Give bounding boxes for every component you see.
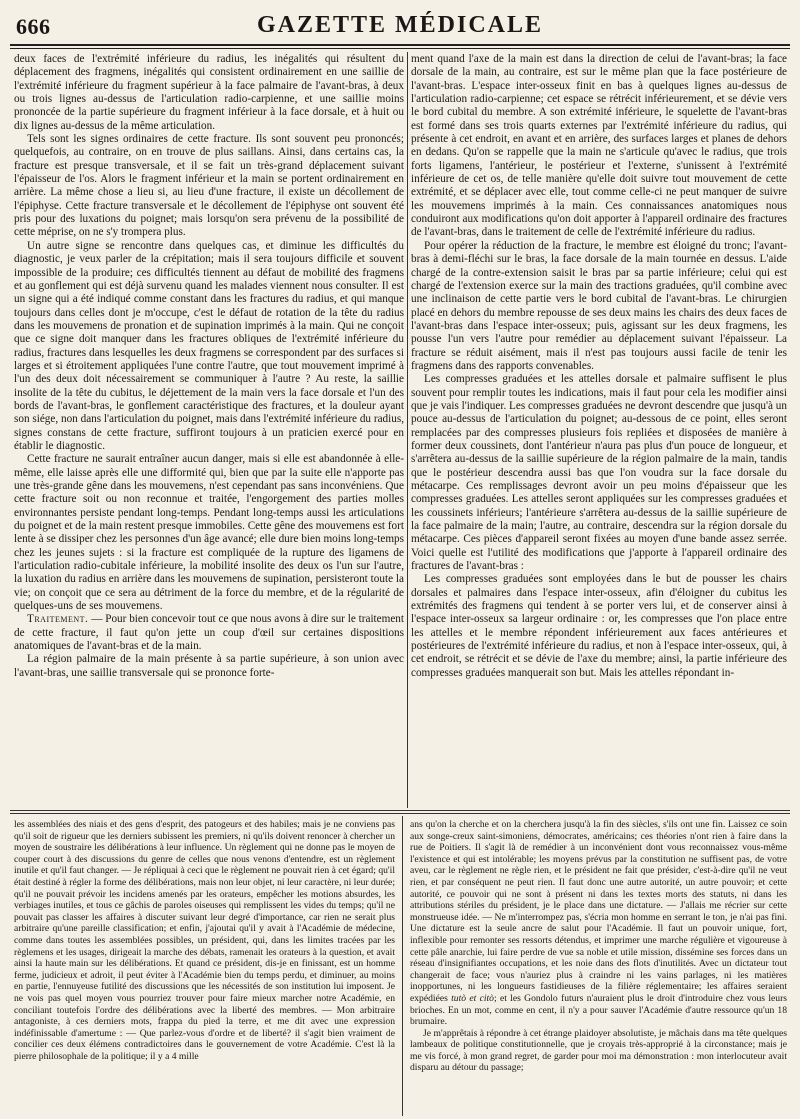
paragraph: Un autre signe se rencontre dans quelques cas, et diminue les difficultés du diagnostic, je veux parler de la crépitation; mais il sera toujours difficile et souvent impossible de la produire; ces difficultés tiennent au défaut de mobilité des fragmens et au gonflement qui est déjà survenu quand les malades viennent nous consulter. Il est un signe qui a été indiqué comme constant dans les fractures du radius, et qui manque toujours dans celles dont je m'occupe, c'est le défaut de rotation de la tête du radius dans les mouvemens de pronation et de supination imprimés à la main. Qui ne conçoit que ce signe doit manquer dans les fractures obliques de l'extrémité inférieure du radius, fractures dans lesquelles les deux fragmens se correspondent par des surfaces si larges et si étroitement appliquées l'une contre l'autre, que tout mouvement imprimé à l'un des deux doit nécessairement se communiquer à l'autre ? Au reste, la saillie insolite de la tête du cubitus, le déjettement de la main vers la face dorsale et l'un des bords de l'avant-bras, le gonflement caractéristique des fractures, et la douleur ayant son siége, non dans l'articulation du poignet, mais dans l'extrémité inférieure du radius, signes constans de cette fracture, suffiront toujours à un praticien exercé pour en établir le diagnostic.: [14, 239, 404, 452]
page-header: [0, 10, 800, 44]
header-rule-thin: [10, 48, 790, 49]
feuilleton-rule-thin: [10, 813, 790, 814]
paragraph: Cette fracture ne saurait entraîner aucun danger, mais si elle est abandonnée à elle-même, elle laisse après elle une difformité qui, bien que par la suite elle n'apporte pas une très-grande gêne dans les mouvemens, n'est cependant pas sans inconvéniens. Que cette fracture soit ou non reconnue et traitée, l'engorgement des parties molles environnantes persiste pendant long-temps. Pendant long-temps aussi les articulations du poignet et de la main restent presque immobiles. Cette gêne des mouvemens est fort lente à se dissiper chez les personnes d'un âge avancé; elle dure bien moins long-temps chez les jeunes sujets : si la fracture est compliquée de la rupture des ligamens de l'articulation radio-cubitale inférieure, la mobilité insolite des deux os l'un sur l'autre, la luxation du radius en arrière dans les mouvemens de supination, persisteront toute la vie; on conçoit que ce sera au détriment de la force du membre, et de la régularité de quelques-uns de ses mouvemens.: [14, 453, 404, 613]
paragraph: La région palmaire de la main présente à sa partie supérieure, à son union avec l'avant-bras, une saillie transversale qui se prononce forte-: [14, 653, 404, 679]
paragraph: ment quand l'axe de la main est dans la direction de celui de l'avant-bras; la face dorsale de la main, au contraire, est sur le même plan que la face postérieure de l'avant-bras. L'espace inter-osseux finit en bas à quelques lignes au-dessus de l'articulation radio-carpienne; cet espace se rétrécit inférieurement, et se dévie vers le bord cubital du membre. A son extrémité inférieure, le squelette de l'avant-bras est formé dans ses trois quarts externes par l'extrémité inférieure du radius, qui présente à cet endroit, en avant et en arrière, des surfaces larges et planes de dehors en dedans. Qu'on se rappelle que la main ne s'articule qu'avec le radius, que trois forts ligamens, l'antérieur, le postérieur et l'externe, s'unissent à l'extrémité inférieure de cet os, de telle manière qu'elle doit suivre tout mouvement de cette extrémité, et se déplacer avec elle, tout comme celle-ci ne peut manquer de suivre les mouvemens imprimés à la main. Ces connaissances anatomiques nous conduiront aux modifications qu'on doit apporter à l'appareil ordinaire des fractures de l'avant-bras, dans le traitement de celle de l'extrémité inférieure du radius.: [411, 53, 787, 239]
paragraph: deux faces de l'extrémité inférieure du radius, les inégalités qui résultent du déplacement des fragmens, inégalités qui consistent ordinairement en une saillie de l'extrémité inférieure du fragment supérieur à la face palmaire de l'avant-bras, à deux ou trois lignes au-dessus de l'articulation radio-carpienne, et une saillie moins prononcée de la partie supérieure du fragment inférieur à la face dorsale, et à huit ou dix lignes au-dessus de la même articulation.: [14, 53, 404, 132]
paragraph: Je m'apprêtais à répondre à cet étrange plaidoyer absolutiste, je mâchais dans ma tête quelques lambeaux de politique constitutionnelle, que je croyais très-approprié à la circonstance; mais je me vis forcé, à mon grand regret, de garder pour moi ma démonstration : mon interlocuteur avait disparu au détour du passage;: [410, 1027, 787, 1074]
header-rule: [10, 44, 790, 46]
feuilleton-column-right: [410, 819, 787, 1115]
paragraph-traitement: [14, 613, 404, 653]
paragraph-text: ans qu'on la cherche et on la cherchera jusqu'à la fin des siècles, s'ils ont une fin. Laissez ce soin aux songe-creux saint-simoniens, démocrates, américains; ces théories n'ont rien à faire dans la rue de Poitiers. Il s'agit là de remédier à un inconvénient dont vous reconnaissez vous-même l'existence et qui est intolérable; les moyens prévus par la constitution ne suffisent pas, de votre aveu, car le règlement ne règle rien, et le président ne fait que présider, c'est-à-dire qu'il ne veut rien, et par conséquent ne peut rien. Il faut donc une autre autorité, un autre pouvoir; et cette autorité, ce pouvoir qui ne sont à présent ni dans les textes morts des statuts, ni dans les attributions stériles du président, je le place dans une dictature. — J'allais me récrier sur cette monstrueuse idée. — Ne m'interrompez pas, s'écria mon homme en serrant le ton, je n'ai pas fini. Une dictature est la seule ancre de salut pour l'Académie. Il faut un pouvoir unique, fort, inflexible pour remonter ses ressorts détendus, et imprimer une marche régulière et vigoureuse à cette pâle anarchie, lui faire perdre de vue sa noble et utile mission, dissémine ses forces dans un réseau d'insignifiantes occupations, et les noie dans des flots d'inutilités. Avec un dictateur tout changerait de face; vous n'auriez plus à craindre ni les vains parlages, ni les matières inopportunes, ni les longueurs fastidieuses de la filière réglementaire; les affaires seraient expédiées: [410, 819, 787, 1004]
feuilleton-column-left: [14, 819, 395, 1115]
journal-title: GAZETTE MÉDICALE: [256, 12, 544, 38]
paragraph: Les compresses graduées et les attelles dorsale et palmaire suffisent le plus souvent pour remplir toutes les indications, mais il faut pour cela les modifier ainsi que je vais l'indiquer. Les compresses graduées ne devront descendre que jusqu'à un pouce au-dessus de l'articulation du poignet; au-dessous de ce point, elles seront remplacées par des compresses plusieurs fois repliées et disposées de manière à former deux coussinets, dont l'antérieur n'aura pas plus d'un pouce de longueur, et s'arrêtera au-dessus de la saillie supérieure de la région palmaire de la main, tandis que le postérieur descendra aussi bas que l'on voudra sur la face dorsale du métacarpe. Ces remplissages devront avoir un peu moins d'épaisseur que les compresses graduées. Les attelles seront appliquées sur les compresses graduées et les coussinets inférieurs; l'antérieure s'arrêtera au-dessus de la saillie supérieure de la face palmaire de la main; l'autre, au contraire, descendra sur la région dorsale du métacarpe. Ces pièces d'appareil seront fixées au moyen d'une bande assez serrée. Voici quelle est l'utilité des modifications que j'apporte à l'appareil ordinaire des fractures de l'avant-bras :: [411, 373, 787, 573]
section-label: Traitement.: [27, 613, 89, 626]
paragraph-text: — Pour bien concevoir tout ce que nous avons à dire sur le traitement de cette fracture, il faut qu'on jette un coup d'œil sur certaines dispositions anatomiques de l'avant-bras et de la main.: [14, 613, 404, 653]
article-column-right: [411, 53, 787, 804]
article-column-left: [14, 53, 404, 804]
feuilleton-rule: [10, 810, 790, 811]
paragraph: Les compresses graduées sont employées dans le but de pousser les chairs dorsales et palmaires dans l'espace inter-osseux, afin d'éloigner du cubitus les extrémités des fragmens qui tendent à se porter vers lui, et de conserver ainsi à l'espace inter-osseux sa largeur ordinaire : or, les compresses que l'on place entre les attelles et le membre répondent inférieurement aux faces antérieures et postérieures de l'extrémité inférieure du radius, et non à l'espace inter-osseux, qui, à cet endroit, se rétrécit et se dévie de l'axe du membre; ainsi, la partie inférieure des compresses graduées manquerait son but. Mais les attelles répondant in-: [411, 573, 787, 679]
latin-phrase: tutò et citò: [451, 992, 494, 1004]
feuilleton-column-divider: [402, 816, 403, 1116]
paragraph: [410, 819, 787, 1028]
page-number: 666: [16, 14, 51, 39]
paragraph-text: ; et les Gondolo futurs n'auraient plus le droit d'introduire chez vous leurs brioches. En un mot, comme en cent, il n'y a pour sauver l'Académie d'autre ressource qu'un 18 brumaire.: [410, 992, 787, 1028]
paragraph: Tels sont les signes ordinaires de cette fracture. Ils sont souvent peu prononcés; quelquefois, au contraire, on en trouve de plus saillans. Ainsi, dans certains cas, la fracture est presque transversale, et il se fait un très-grand déplacement suivant l'épaisseur de l'os. Alors le fragment inférieur et la main se portent ordinairement en arrière. La même chose a lieu si, au lieu d'une fracture, il existe un décollement de l'épiphyse. Cette fracture transversale et le décollement de l'épiphyse ont souvent été pris pour des luxations du poignet; mais lorsqu'on sera prévenu de la possibilité de cette méprise, on ne s'y trompera plus.: [14, 133, 404, 239]
paragraph: Pour opérer la réduction de la fracture, le membre est éloigné du tronc; l'avant-bras à demi-fléchi sur le bras, la face dorsale de la main tournée en dessus. L'aide chargé de la contre-extension saisit le bras par sa partie inférieure; celui qui est chargé de l'extension exerce sur la main des tractions graduées, qu'il combine avec une inclinaison de cette partie vers le bord cubital de l'avant-bras. Le chirurgien placé en dehors du membre repousse de ses deux mains les chairs des deux faces de l'avant-bras dans l'espace inter-osseux; puis, agissant sur les deux fragmens, les pousse l'un vers l'autre pour remédier au déplacement suivant l'épaisseur. La fracture se réduit aisément, mais il n'est pas toujours aussi facile de tenir les fragmens dans des rapports convenables.: [411, 239, 787, 372]
column-divider: [407, 52, 408, 808]
paragraph: les assemblées des niais et des gens d'esprit, des patogeurs et des habiles; mais je ne conviens pas qu'il soit de rigueur que les derniers subissent les premiers, ni qu'ils doivent renoncer à chercher un moyen de soustraire les délibérations à leur influence. Un règlement qui ne donne pas le moyen de couper court à des discussions du genre de celles que nous venons d'entendre, est un règlement inutile et qu'il faut changer. — Je répliquai à ceci que le règlement ne pouvait rien à cet égard; qu'il était destiné à régler la forme des délibérations, mais non leur objet, ni leur caractère, ni leur durée; qu'il ne pouvait prévoir les incidens amenés par les orateurs, empêcher les motions absurdes, les verbiages inutiles, et tous ce gâchis de paroles oiseuses qui remplissent les vides du temps; qu'il ne pouvait pas classer les affaires à discuter suivant leur degré d'importance, car rien ne serait plus arbitraire qu'une pareille classification; et enfin, j'ajoutai qu'il y avait à l'Académie de médecine, comme dans toutes les assemblées possibles, un président, qui, dans les limites tracées par les règlemens et les usages, dirigeait la marche des débats, ramenait les orateurs à la question, et avait ainsi la haute main sur les délibérations. Et quand ce président, dis-je en finissant, est un homme ferme, judicieux et adroit, il peut éviter à l'Académie bien du temps perdu, et diminuer, au moins en partie, l'ennuyeuse futilité des discussions que les nécessités de son institution lui imposent. Je ne vois pas quel moyen vous pourriez trouver pour faire mieux marcher notre Académie, en conciliant toutefois l'ordre des délibérations avec la liberté des membres. — Mon arbitraire antagoniste, à ces derniers mots, frappa du pied la terre, et me dit avec une expression indéfinissable d'amertume : — Que parlez-vous d'ordre et de liberté? il s'agit bien vraiment de concilier ces deux élémens contradictoires dans le gouvernement de votre Académie. C'est là la pierre philosophale de la politique; il y a 4 mille: [14, 819, 395, 1062]
